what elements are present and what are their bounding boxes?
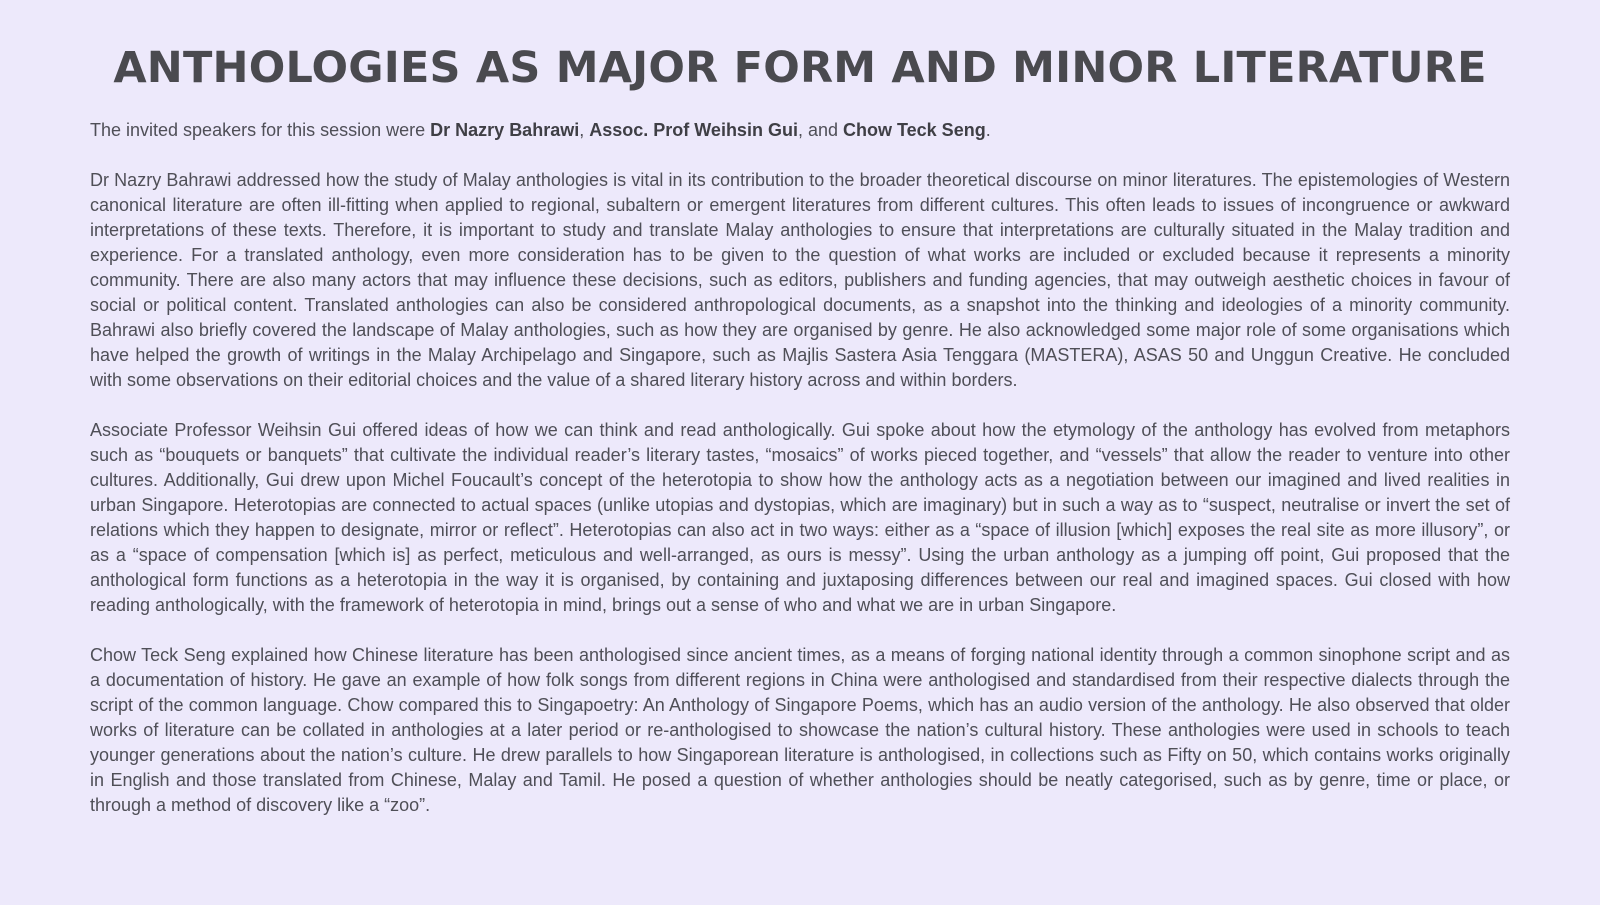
intro-separator: , and	[797, 120, 843, 140]
intro-suffix: .	[985, 120, 991, 140]
paragraph-gui: Associate Professor Weihsin Gui offered ideas of how we can think and read anthologically. Gui spoke about how the etymology of the anthology has evolved from metaphors such as “bouquets or banquets” that cultivate the individual reader’s literary tastes, “mosaics” of works pieced together, and “vessels” that allow the reader to venture into other cultures. Additionally, Gui drew upon Michel Foucault’s concept of the heterotopia to show how the anthology acts as a negotiation between our imagined and lived realities in urban Singapore. Heterotopias are connected to actual spaces (unlike utopias and dystopias, which are imaginary) but in such a way as to “suspect, neutralise or invert the set of relations which they happen to designate, mirror or reflect”. Heterotopias can also act in two ways: either as a “space of illusion [which] exposes the real site as more illusory”, or as a “space of compensation [which is] as perfect, meticulous and well-arranged, as ours is messy”. Using the urban anthology as a jumping off point, Gui proposed that the anthological form functions as a heterotopia in the way it is organised, by containing and juxtaposing differences between our real and imagined spaces. Gui closed with how reading anthologically, with the framework of heterotopia in mind, brings out a sense of who and what we are in urban Singapore.	[90, 420, 1510, 615]
paragraph-bahrawi: Dr Nazry Bahrawi addressed how the study of Malay anthologies is vital in its contribution to the broader theoretical discourse on minor literatures. The epistemologies of Western canonical literature are often ill-fitting when applied to regional, subaltern or emergent literatures from different cultures. This often leads to issues of incongruence or awkward interpretations of these texts. Therefore, it is important to study and translate Malay anthologies to ensure that interpretations are culturally situated in the Malay tradition and experience. For a translated anthology, even more consideration has to be given to the question of what works are included or excluded because it represents a minority community. There are also many actors that may influence these decisions, such as editors, publishers and funding agencies, that may outweigh aesthetic choices in favour of social or political content. Translated anthologies can also be considered anthropological documents, as a snapshot into the thinking and ideologies of a minority community. Bahrawi also briefly covered the landscape of Malay anthologies, such as how they are organised by genre. He also acknowledged some major role of some organisations which have helped the growth of writings in the Malay Archipelago and Singapore, such as Majlis Sastera Asia Tenggara (MASTERA), ASAS 50 and Unggun Creative. He concluded with some observations on their editorial choices and the value of a shared literary history across and within borders.	[90, 170, 1510, 390]
intro-paragraph	[90, 118, 1510, 143]
speaker-name-bahrawi: Dr Nazry Bahrawi	[430, 120, 580, 140]
speaker-name-chow: Chow Teck Seng	[843, 120, 986, 140]
intro-prefix: The invited speakers for this session were	[90, 120, 431, 140]
page-title: ANTHOLOGIES AS MAJOR FORM AND MINOR LITERATURE	[113, 43, 1487, 93]
intro-separator: ,	[579, 120, 590, 140]
paragraph-chow: Chow Teck Seng explained how Chinese literature has been anthologised since ancient times, as a means of forging national identity through a common sinophone script and as a documentation of history. He gave an example of how folk songs from different regions in China were anthologised and standardised from their respective dialects through the script of the common language. Chow compared this to Singapoetry: An Anthology of Singapore Poems, which has an audio version of the anthology. He also observed that older works of literature can be collated in anthologies at a later period or re-anthologised to showcase the nation’s cultural history. These anthologies were used in schools to teach younger generations about the nation’s culture. He drew parallels to how Singaporean literature is anthologised, in collections such as Fifty on 50, which contains works originally in English and those translated from Chinese, Malay and Tamil. He posed a question of whether anthologies should be neatly categorised, such as by genre, time or place, or through a method of discovery like a “zoo”.	[90, 645, 1510, 815]
speaker-name-gui: Assoc. Prof Weihsin Gui	[589, 120, 798, 140]
